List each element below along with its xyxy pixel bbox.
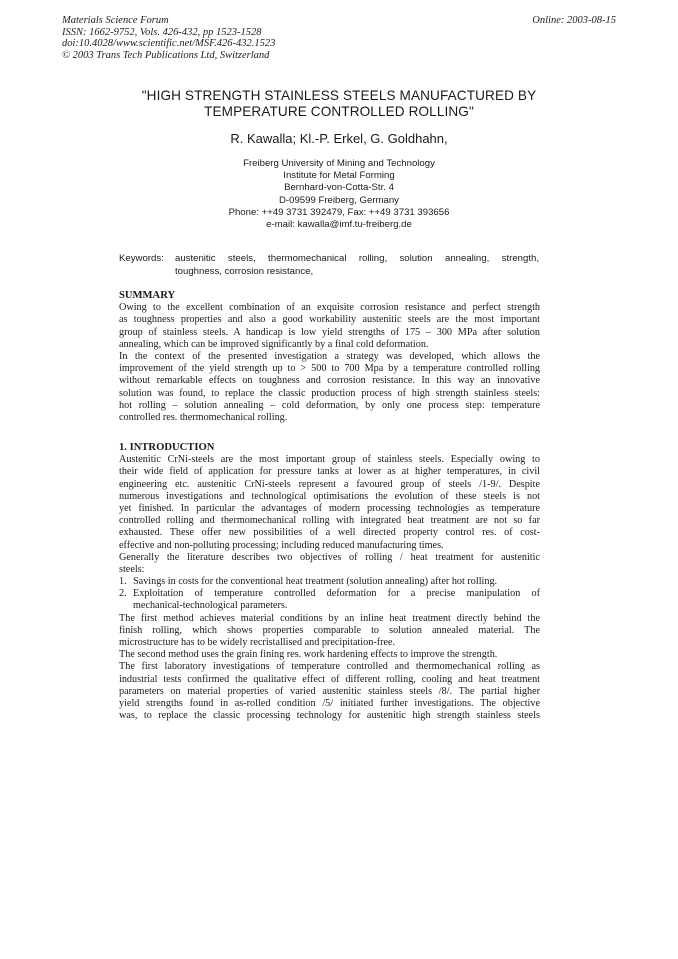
text-line: without remarkable effects on toughness and corrosion resistance. In this way an innovative	[119, 375, 540, 387]
text-line: parameters on material properties of varied austenitic stainless steels /8/. The partial higher	[119, 685, 540, 697]
text-line: yet finished. In particular the advantages of modern processing technologies as temperature	[119, 502, 540, 514]
affil-phone: Phone: ++49 3731 392479, Fax: ++49 3731 393656	[228, 206, 450, 218]
journal-header	[62, 15, 275, 61]
issn-line: ISSN: 1662-9752, Vols. 426-432, pp 1523-1528	[62, 26, 262, 38]
text-line: solution was found, to replace the classic production process of high strength stainless steels:	[119, 387, 540, 399]
text-line: The second method uses the grain fining res. work hardening effects to improve the strength.	[119, 649, 498, 661]
paper-title	[100, 88, 578, 119]
journal-name: Materials Science Forum	[62, 15, 169, 26]
text-line: In the context of the presented investigation a strategy was developed, which allows the	[119, 350, 540, 362]
text-line: Owing to the excellent combination of an exquisite corrosion resistance and perfect strength	[119, 302, 540, 314]
copyright-line: © 2003 Trans Tech Publications Ltd, Switzerland	[62, 49, 270, 61]
introduction-section	[119, 442, 540, 722]
affil-email: e-mail: kawalla@imf.tu-freiberg.de	[266, 219, 412, 231]
affil-institute: Institute for Metal Forming	[283, 170, 395, 182]
keywords	[119, 253, 539, 278]
text-line: industrial tests confirmed the qualitative effect of different rolling, cooling and heat treatment	[119, 673, 540, 685]
text-line: was, to replace the classic processing technology for austenitic high strength stainless steels	[119, 710, 540, 722]
title-line: "HIGH STRENGTH STAINLESS STEELS MANUFACTURED BY	[141, 88, 537, 103]
affil-university: Freiberg University of Mining and Technology	[243, 158, 435, 169]
list-number: 1.	[119, 576, 127, 588]
list-number: 2.	[119, 588, 127, 600]
text-line: improvement of the yield strength up to > 500 to 700 Mpa by a temperature controlled rolling	[119, 363, 540, 375]
list-text: mechanical-technological parameters.	[133, 600, 288, 612]
text-line: Generally the literature describes two objectives of rolling / heat treatment for austenitic	[119, 551, 540, 563]
text-line: group of stainless steels. A handicap is low yield strengths of 175 – 300 MPa after solution	[119, 326, 540, 338]
text-line: steels:	[119, 563, 145, 575]
keywords-label: Keywords:	[119, 253, 164, 264]
list-item	[119, 588, 540, 600]
text-line: their wide field of application for pressure tanks at lower as at higher temperatures, in civil	[119, 466, 540, 478]
title-line: TEMPERATURE CONTROLLED ROLLING"	[204, 103, 474, 119]
doi-line: doi:10.4028/www.scientific.net/MSF.426-432.1523	[62, 38, 276, 49]
list-item	[119, 576, 540, 588]
text-line: The first laboratory investigations of temperature controlled and thermomechanical rolling as	[119, 661, 540, 673]
text-line: hot rolling – solution annealing – cold deformation, by only one process step: temperature	[119, 399, 540, 411]
text-line: numerous investigations and technological optimisations the evolution of these steels is not	[119, 490, 540, 502]
authors: R. Kawalla; Kl.-P. Erkel, G. Goldhahn,	[230, 131, 448, 146]
text-line: as toughness properties and also a good workability austenitic steels are the most important	[119, 314, 540, 326]
text-line: exhausted. These offer new possibilities of a well directed property control res. of cost-	[119, 527, 540, 539]
introduction-heading: 1. INTRODUCTION	[119, 442, 215, 453]
text-line: effective and non-polluting processing; including reduced manufacturing times.	[119, 539, 444, 551]
affil-city: D-09599 Freiberg, Germany	[279, 194, 399, 206]
text-line: finish rolling, which shows properties comparable to solution annealed material. The	[119, 624, 540, 636]
affiliation	[100, 158, 578, 231]
affil-street: Bernhard-von-Cotta-Str. 4	[284, 182, 394, 194]
summary-heading: SUMMARY	[119, 290, 176, 301]
text-line: engineering etc. austenitic CrNi-steels represent a favoured group of steels /1-9/. Despite	[119, 478, 540, 490]
keywords-line: austenitic steels, thermomechanical rolling, solution annealing, strength,	[175, 253, 539, 264]
summary-section	[119, 290, 540, 424]
text-line: yield strengths found in as-rolled condition /5/ initiated further investigations. The objective	[119, 697, 540, 709]
text-line: The first method achieves material conditions by an inline heat treatment directly behind the	[119, 612, 540, 624]
online-date: Online: 2003-08-15	[532, 15, 616, 26]
text-line: controlled rolling and thermomechanical rolling with integrated heat treatment are not so far	[119, 515, 540, 527]
text-line: microstructure has to be widely recristallised and precipitation-free.	[119, 637, 396, 649]
text-line: controlled res. thermomechanical rolling.	[119, 411, 288, 423]
text-line: Austenitic CrNi-steels are the most important group of stainless steels. Especially owing to	[119, 454, 540, 466]
list-text: Exploitation of temperature controlled deformation for a precise manipulation of	[133, 588, 540, 600]
keywords-line: toughness, corrosion resistance,	[175, 265, 314, 277]
text-line: annealing, which can be improved significantly by a final cold deformation.	[119, 338, 429, 350]
list-text: Savings in costs for the conventional heat treatment (solution annealing) after hot rolling.	[133, 576, 498, 588]
